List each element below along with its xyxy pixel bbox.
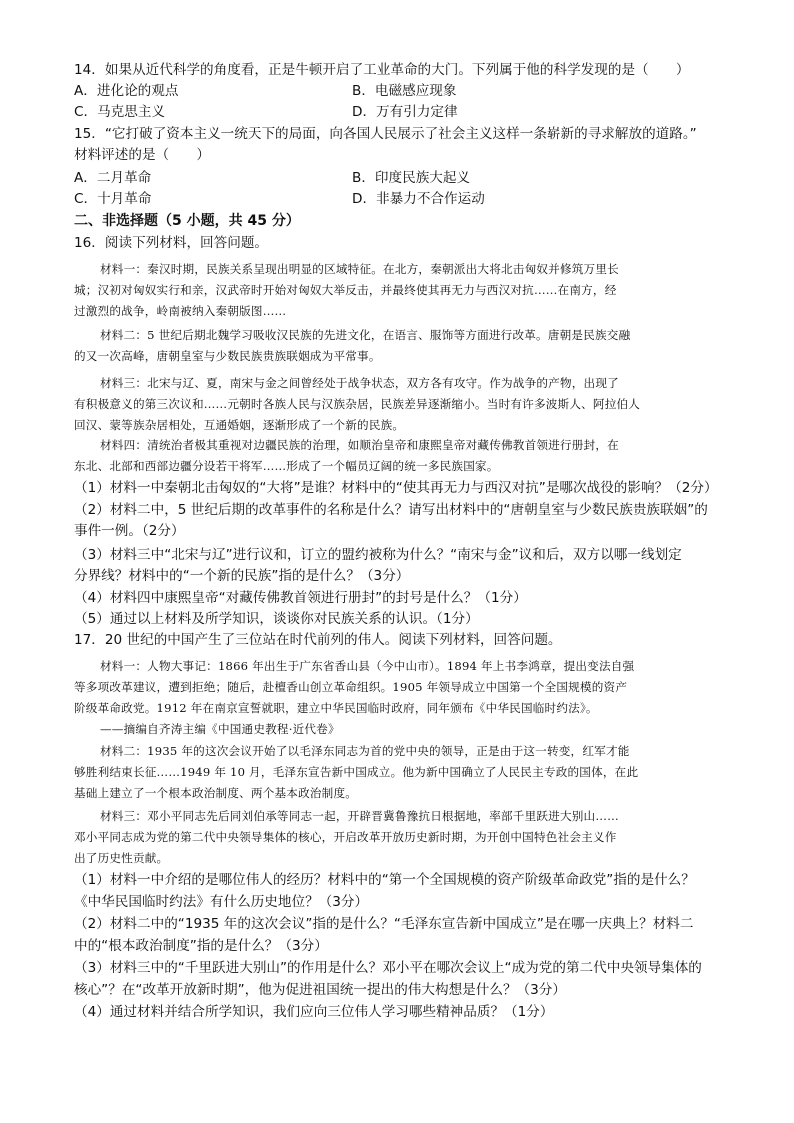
q16-material1-line: 城；汉初对匈奴实行和亲，汉武帝时开始对匈奴大举反击，并最终使其再无力与西汉对抗……在南方，经	[74, 283, 617, 297]
q16-material4-line: 材料四：清统治者极其重视对边疆民族的治理，如顺治皇帝和康熙皇帝对藏传佛教首领进行册封，在	[100, 438, 619, 452]
q14-option-b: B．电磁感应现象	[352, 83, 457, 99]
q17-material3-line: 邓小平同志成为党的第二代中央领导集体的核心，开启改革开放历史新时期，为开创中国特色社会主义作	[74, 830, 617, 844]
q15-option-a: A．二月革命	[74, 170, 152, 186]
q17-material1-line: 等多项改革建议，遭到拒绝；随后，赴檀香山创立革命组织。1905 年领导成立中国第一个全国规模的资产	[74, 680, 628, 694]
q16-subquestion: 事件一例。（2分）	[74, 523, 185, 539]
q17-subquestion: 核心”？在“改革开放新时期”，他为促进祖国统一提出的伟大构想是什么？（3分）	[74, 982, 566, 998]
q17-material2-line: 够胜利结束长征……1949 年 10 月，毛泽东宣告新中国成立。他为新中国确立了人民民主专政的国体，在此	[74, 765, 639, 779]
q17-material1-line: 阶级革命政党。1912 年在南京宣誓就职，建立中华民国临时政府，同年颁布《中华民国临时约法》。	[74, 701, 598, 715]
q17-subquestion: 中的“根本政治制度”指的是什么？（3分）	[74, 938, 328, 954]
q15-option-c: C．十月革命	[74, 191, 152, 207]
q16-intro: 16．阅读下列材料，回答问题。	[74, 235, 269, 251]
q17-material2-line: 材料二：1935 年的这次会议开始了以毛泽东同志为首的党中央的领导，正是由于这一转变，红军才能	[100, 744, 630, 758]
q16-material1-line: 材料一：秦汉时期，民族关系呈现出明显的区域特征。在北方，秦朝派出大将北击匈奴并修筑万里长	[100, 262, 619, 276]
q15-option-d: D．非暴力不合作运动	[352, 191, 485, 207]
q16-material3-line: 材料三：北宋与辽、夏，南宋与金之间曾经处于战争状态，双方各有攻守。作为战争的产物，出现了	[100, 376, 619, 390]
q17-material1-line: 材料一：人物大事记：1866 年出生于广东省香山县（今中山市）。1894 年上书李鸿章，提出变法自强	[100, 659, 635, 673]
q16-subquestion: （2）材料二中，5 世纪后期的改革事件的名称是什么？请写出材料中的“唐朝皇室与少数民族贵族联姻”的	[74, 502, 708, 518]
q14-option-a: A．进化论的观点	[74, 83, 179, 99]
section-heading: 二、非选择题（5 小题，共 45 分）	[74, 213, 300, 229]
q15-stem-line1: 15．“它打破了资本主义一统天下的局面，向各国人民展示了社会主义这样一条崭新的寻求解放的道路。”	[74, 126, 697, 142]
q17-material1-source: ——摘编自齐涛主编《中国通史教程·近代卷》	[100, 722, 340, 736]
q17-material3-line: 材料三：邓小平同志先后同刘伯承等同志一起，开辟晋冀鲁豫抗日根据地，率部千里跃进大别山……	[100, 809, 619, 823]
q17-subquestion: （3）材料三中的“千里跃进大别山”的作用是什么？邓小平在哪次会议上“成为党的第二代中央领导集体的	[74, 960, 702, 976]
q15-option-b: B．印度民族大起义	[352, 170, 471, 186]
q14-option-c: C．马克思主义	[74, 104, 166, 120]
q17-material2-line: 基础上建立了一个根本政治制度、两个基本政治制度。	[74, 786, 358, 800]
q16-subquestion: （3）材料三中“北宋与辽”进行议和，订立的盟约被称为什么？“南宋与金”议和后，双方以哪一线划定	[74, 547, 682, 563]
q16-subquestion: （5）通过以上材料及所学知识，谈谈你对民族关系的认识。（1分）	[74, 611, 479, 627]
q16-subquestion: 分界线？材料中的“一个新的民族”指的是什么？（3分）	[74, 568, 410, 584]
q16-subquestion: （1）材料一中秦朝北击匈奴的“大将”是谁？材料中的“使其再无力与西汉对抗”是哪次战役的影响？（2分）	[74, 480, 718, 496]
q17-subquestion: （2）材料二中的“1935 年的这次会议”指的是什么？“毛泽东宣告新中国成立”是在哪一庆典上？材料二	[74, 916, 694, 932]
q16-subquestion: （4）材料四中康熙皇帝“对藏传佛教首领进行册封”的封号是什么？（1分）	[74, 590, 527, 606]
q17-subquestion: （4）通过材料并结合所学知识，我们应向三位伟人学习哪些精神品质？（1分）	[74, 1004, 554, 1020]
q16-material3-line: 有积极意义的第三次议和……元朝时各族人民与汉族杂居，民族差异逐渐缩小。当时有许多波斯人、阿拉伯人	[74, 397, 641, 411]
q16-material2-line: 材料二：5 世纪后期北魏学习吸收汉民族的先进文化，在语言、服饰等方面进行改革。唐朝是民族交融	[100, 328, 631, 342]
q16-material2-line: 的又一次高峰，唐朝皇室与少数民族贵族联姻成为平常事。	[74, 349, 381, 363]
q16-material1-line: 过激烈的战争，岭南被纳入秦朝版图……	[74, 304, 287, 318]
q15-stem-line2: 材料评述的是（ ）	[74, 147, 210, 163]
q17-intro: 17．20 世纪的中国产生了三位站在时代前列的伟人。阅读下列材料，回答问题。	[74, 632, 562, 648]
q14-stem: 14．如果从近代科学的角度看，正是牛顿开启了工业革命的大门。下列属于他的科学发现的是（ ）	[74, 62, 690, 78]
q17-subquestion: 《中华民国临时约法》有什么历史地位？（3分）	[74, 894, 369, 910]
q17-subquestion: （1）材料一中介绍的是哪位伟人的经历？材料中的“第一个全国规模的资产阶级革命政党”指的是什么？	[74, 872, 695, 888]
q16-material4-line: 东北、北部和西部边疆分设若干将军……形成了一个幅员辽阔的统一多民族国家。	[74, 459, 499, 473]
q14-option-d: D．万有引力定律	[352, 104, 458, 120]
q17-material3-line: 出了历史性贡献。	[74, 851, 169, 865]
q16-material3-line: 回汉、蒙等族杂居相处，互通婚姻，逐渐形成了一个新的民族。	[74, 418, 405, 432]
